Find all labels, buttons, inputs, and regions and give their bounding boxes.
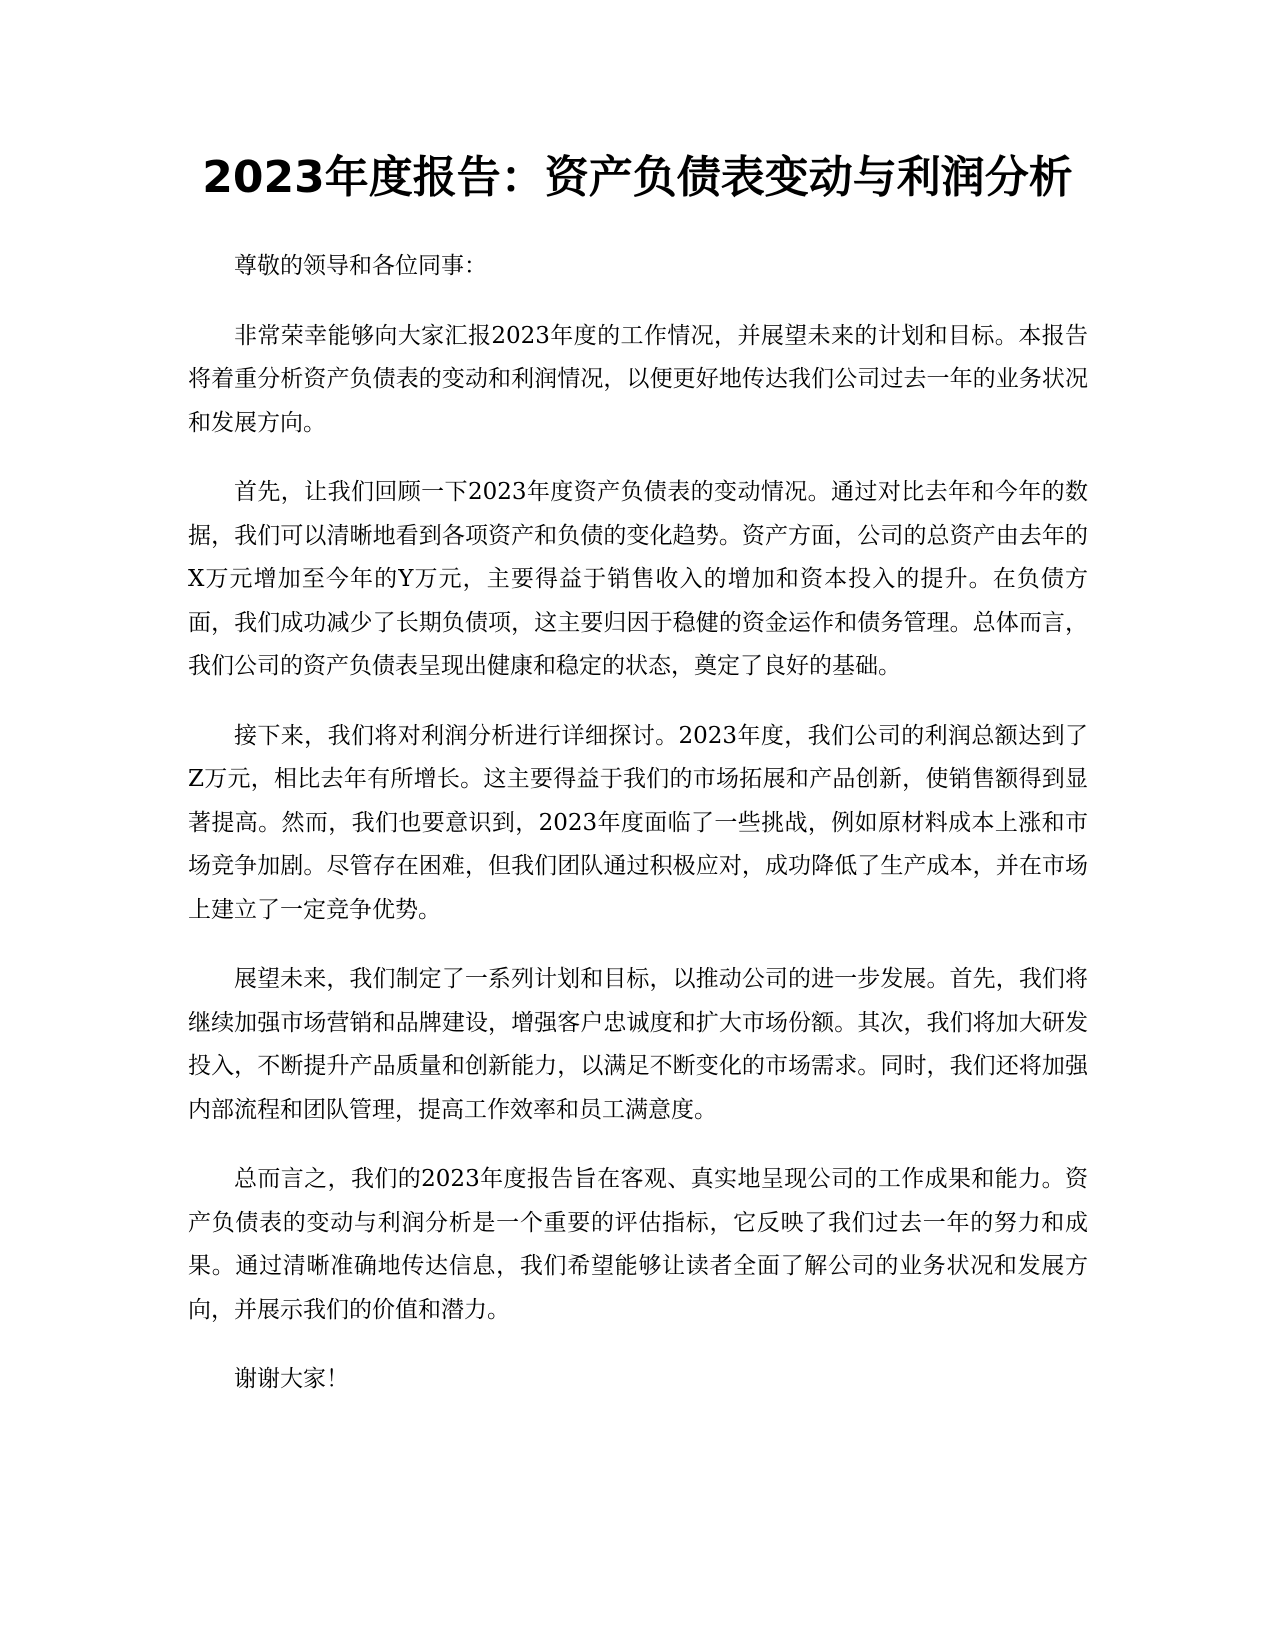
document-body xyxy=(188,245,1088,1428)
outlook-paragraph: 展望未来，我们制定了一系列计划和目标，以推动公司的进一步发展。首先，我们将继续加强市场营销和品牌建设，增强客户忠诚度和扩大市场份额。其次，我们将加大研发投入，不断提升产品质量和创新能力，以满足不断变化的市场需求。同时，我们还将加强内部流程和团队管理，提高工作效率和员工满意度。 xyxy=(188,966,1088,1123)
balance-sheet-paragraph: 首先，让我们回顾一下2023年度资产负债表的变动情况。通过对比去年和今年的数据，我们可以清晰地看到各项资产和负债的变化趋势。资产方面，公司的总资产由去年的X万元增加至今年的Y万元，主要得益于销售收入的增加和资本投入的提升。在负债方面，我们成功减少了长期负债项，这主要归因于稳健的资金运作和债务管理。总体而言，我们公司的资产负债表呈现出健康和稳定的状态，奠定了良好的基础。 xyxy=(188,479,1088,679)
closing-paragraph: 谢谢大家！ xyxy=(234,1366,349,1392)
summary-paragraph: 总而言之，我们的2023年度报告旨在客观、真实地呈现公司的工作成果和能力。资产负债表的变动与利润分析是一个重要的评估指标，它反映了我们过去一年的努力和成果。通过清晰准确地传达信息，我们希望能够让读者全面了解公司的业务状况和发展方向，并展示我们的价值和潜力。 xyxy=(188,1166,1088,1323)
intro-paragraph: 非常荣幸能够向大家汇报2023年度的工作情况，并展望未来的计划和目标。本报告将着重分析资产负债表的变动和利润情况，以便更好地传达我们公司过去一年的业务状况和发展方向。 xyxy=(188,322,1088,436)
salutation-paragraph: 尊敬的领导和各位同事： xyxy=(234,253,487,279)
document-title: 2023年度报告：资产负债表变动与利润分析 xyxy=(202,152,1073,203)
profit-analysis-paragraph: 接下来，我们将对利润分析进行详细探讨。2023年度，我们公司的利润总额达到了Z万元，相比去年有所增长。这主要得益于我们的市场拓展和产品创新，使销售额得到显著提高。然而，我们也要意识到，2023年度面临了一些挑战，例如原材料成本上涨和市场竞争加剧。尽管存在困难，但我们团队通过积极应对，成功降低了生产成本，并在市场上建立了一定竞争优势。 xyxy=(188,722,1088,923)
